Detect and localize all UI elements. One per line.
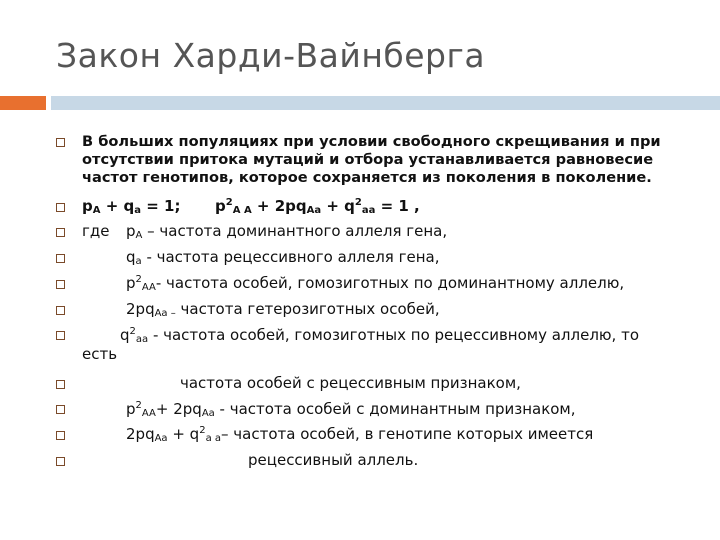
subscript: a a [205, 433, 222, 444]
equation-term: + q [100, 197, 135, 215]
bullet-square-icon [56, 431, 65, 440]
subscript: aa [135, 334, 149, 345]
intro-line-3: частот генотипов, которое сохраняется из поколения в поколение. [82, 169, 652, 186]
equation-term: + 2pq [251, 197, 307, 215]
equation-term: + q [321, 197, 355, 215]
equation-term: = 1 , [375, 197, 420, 215]
symbol-p: p [215, 197, 226, 215]
bullet-square-icon [56, 405, 65, 414]
definition-text: - частота особей, гомозиготных по доминантному аллелю, [155, 274, 625, 292]
superscript: 2 [135, 400, 142, 411]
definition-text: – частота доминантного аллеля гена, [142, 222, 448, 240]
subscript: A [135, 230, 143, 241]
definition-text: частота гетерозиготных особей, [175, 300, 440, 318]
bullet-square-icon [56, 203, 65, 212]
definition-text: - частота рецессивного аллеля гена, [141, 248, 440, 266]
symbol-2pq: 2pq [126, 425, 155, 443]
superscript: 2 [135, 274, 142, 285]
subscript: Aa – [154, 308, 176, 319]
def-carriers [126, 425, 593, 443]
definition-text: – частота особей, в генотипе которых имеется [221, 425, 594, 443]
equation-line [82, 197, 180, 215]
slide-title: Закон Харди-Вайнберга [56, 36, 486, 75]
intro-line-1: В больших популяциях при условии свободного скрещивания и при [82, 133, 661, 150]
superscript: 2 [225, 197, 233, 208]
symbol-p: p [126, 400, 136, 418]
symbol-p: p [126, 274, 136, 292]
bullet-square-icon [56, 228, 65, 237]
subscript: aa [361, 205, 376, 216]
symbol-q: q [126, 248, 136, 266]
superscript: 2 [129, 326, 136, 337]
superscript: 2 [199, 425, 206, 436]
bullet-square-icon [56, 380, 65, 389]
bullet-square-icon [56, 280, 65, 289]
subscript: a [134, 205, 141, 216]
bullet-square-icon [56, 306, 65, 315]
intro-line-2: отсутствии притока мутаций и отбора устанавливается равновесие [82, 151, 654, 168]
def-q2aa [120, 326, 639, 344]
bullet-square-icon [56, 331, 65, 340]
subscript: Aa [154, 433, 168, 444]
equation-term: = 1; [141, 197, 181, 215]
def-carriers-cont: рецессивный аллель. [248, 451, 419, 469]
symbol-q: q [120, 326, 130, 344]
subscript: AA [141, 282, 156, 293]
def-dominant-phenotype [126, 400, 576, 418]
def-pA [126, 222, 447, 240]
def-est: есть [82, 345, 118, 363]
def-qa [126, 248, 439, 266]
symbol-p: p [126, 222, 136, 240]
def-p2AA [126, 274, 624, 292]
subscript: A [92, 205, 101, 216]
symbol-p: p [82, 197, 93, 215]
definition-text: - частота особей, гомозиготных по рецессивному аллелю, то [148, 326, 639, 344]
subscript: a [135, 256, 142, 267]
symbol-2pq: 2pq [126, 300, 155, 318]
def-2pqAa [126, 300, 440, 318]
hw-equation [215, 197, 420, 215]
superscript: 2 [354, 197, 362, 208]
def-recessive-phenotype: частота особей с рецессивным признаком, [180, 374, 521, 392]
equation-term: + q [167, 425, 200, 443]
bullet-square-icon [56, 457, 65, 466]
bullet-square-icon [56, 254, 65, 263]
subscript: AA [141, 408, 156, 419]
definition-text: - частота особей с доминантным признаком, [214, 400, 576, 418]
bullet-square-icon [56, 138, 65, 147]
subscript: Aa [306, 205, 322, 216]
subscript: Aa [201, 408, 215, 419]
subscript: A A [232, 205, 252, 216]
def-gde: где [82, 222, 110, 240]
equation-term: + 2pq [155, 400, 202, 418]
